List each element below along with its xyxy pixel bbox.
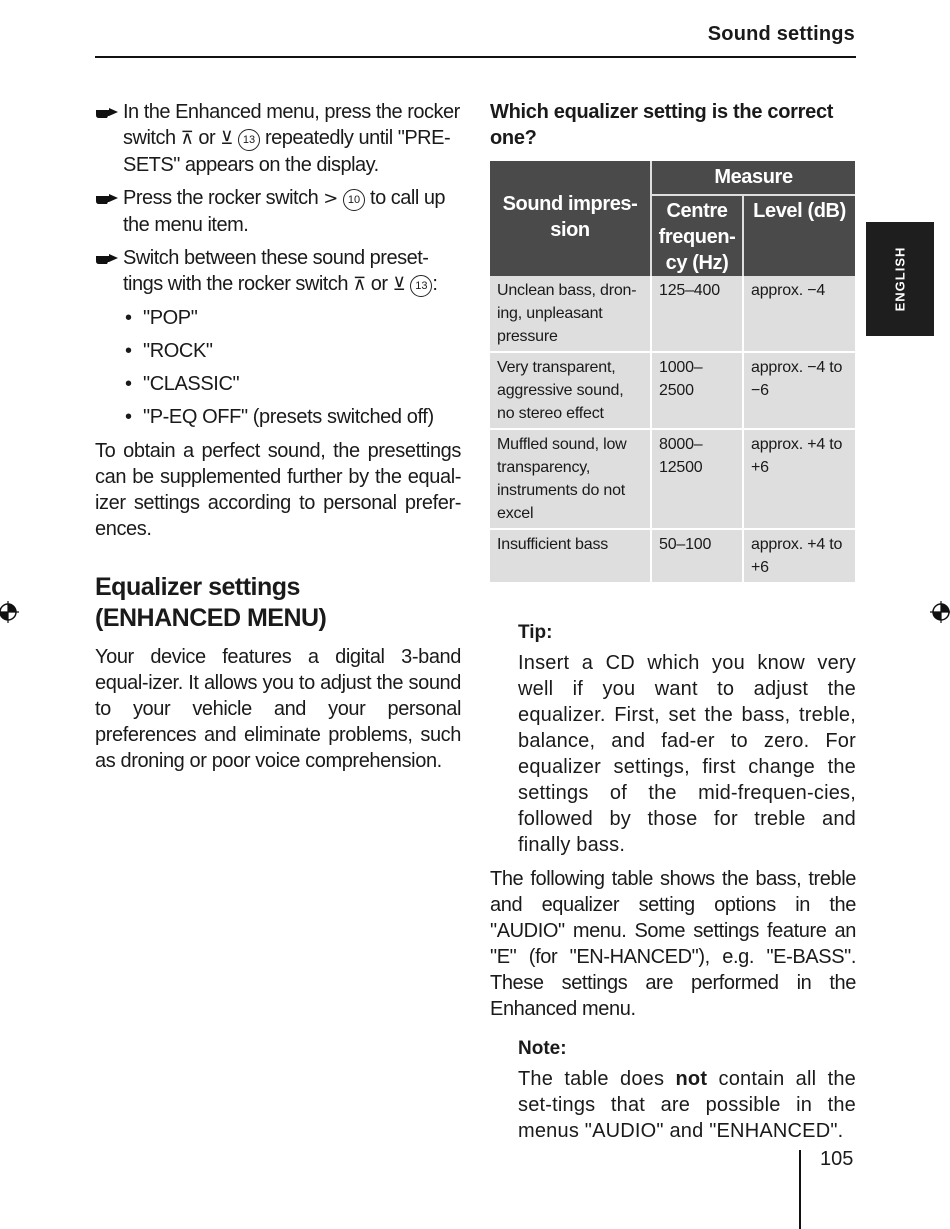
note-label: Note: <box>518 1038 567 1059</box>
presettings-paragraph: To obtain a perfect sound, the presettings can be supplemented further by the equal-izer settings according to personal prefer-ences. <box>95 440 461 540</box>
pointing-hand-icon <box>95 252 119 266</box>
note-text-bold: not <box>675 1068 708 1090</box>
cell-level: approx. +4 to +6 <box>743 529 855 583</box>
equalizer-table <box>490 161 855 584</box>
section-heading <box>95 572 461 634</box>
left-column <box>95 99 461 774</box>
registration-mark-right-icon <box>930 601 950 623</box>
table-row <box>490 352 855 429</box>
cell-level: approx. −4 to −6 <box>743 352 855 429</box>
header-rule <box>95 56 856 58</box>
step-1-text-a: In the Enhanced menu, press the rocker switch <box>123 101 460 149</box>
page-number-rule <box>799 1150 801 1229</box>
table-row <box>490 529 855 583</box>
language-tab <box>866 222 934 336</box>
header-measure: Measure <box>651 161 855 195</box>
cell-frequency: 8000–12500 <box>651 429 743 529</box>
step-3-text-d: : <box>432 273 438 295</box>
cell-frequency: 1000–2500 <box>651 352 743 429</box>
cell-frequency: 125–400 <box>651 276 743 352</box>
header-level: Level (dB) <box>743 195 855 276</box>
note-text-a: The table does <box>518 1068 676 1090</box>
cell-impression: Unclean bass, dron-ing, unpleasant pressure <box>490 276 651 352</box>
pointing-hand-icon <box>95 192 119 206</box>
right-column <box>490 99 856 1144</box>
language-tab-label: ENGLISH <box>892 246 908 312</box>
rocker-down-icon: ⊻ <box>392 274 406 295</box>
rocker-up-icon: ⊼ <box>180 128 194 149</box>
ref-number-13: 13 <box>410 275 432 297</box>
note-box <box>518 1036 856 1144</box>
header-centre-frequency: Centre frequen-cy (Hz) <box>651 195 743 276</box>
step-2-text-c: to call up the menu item. <box>123 187 446 236</box>
cell-level: approx. +4 to +6 <box>743 429 855 529</box>
ref-number-10: 10 <box>343 189 365 211</box>
preset-item: • "CLASSIC" <box>123 371 461 397</box>
ref-number-13: 13 <box>238 129 260 151</box>
page-number: 105 <box>820 1148 854 1170</box>
instruction-step-3 <box>95 245 461 298</box>
question-heading: Which equalizer setting is the correct one? <box>490 101 834 149</box>
preset-item: • "P-EQ OFF" (presets switched off) <box>123 404 461 430</box>
cell-level: approx. −4 <box>743 276 855 352</box>
following-table-paragraph: The following table shows the bass, treble and equalizer setting options in the "AUDIO" menu. Some settings feature an "E" (for "EN-HANCED"), e.g. "E-BASS". These settings are performed in the Enhanced menu. <box>490 868 856 1020</box>
tip-label: Tip: <box>518 622 553 643</box>
tip-text: Insert a CD which you know very well if you want to adjust the equalizer. First, set the bass, treble, balance, and fad-er to zero. For equalizer settings, first change the settings of the mid-frequen-cies, followed by those for treble and finally bass. <box>518 652 856 856</box>
rocker-up-icon: ⊼ <box>353 274 366 295</box>
header-sound-impression: Sound impres-sion <box>490 161 651 276</box>
preset-list <box>123 305 461 430</box>
section-heading-line-1: Equalizer settings <box>95 573 300 601</box>
cell-impression: Muffled sound, low transparency, instruments do not excel <box>490 429 651 529</box>
instruction-step-2 <box>95 185 461 238</box>
step-1-text-d: repeatedly until "PRE-SETS" appears on the display. <box>123 127 451 176</box>
equalizer-description: Your device features a digital 3-band equal-izer. It allows you to adjust the sound to your vehicle and your personal preferences and eliminate problems, such as droning or poor voice comprehension. <box>95 646 461 772</box>
cell-impression: Insufficient bass <box>490 529 651 583</box>
note-text-b: contain all the set-tings that are possible in the menus "AUDIO" and "ENHANCED". <box>518 1068 856 1142</box>
page-header-title: Sound settings <box>707 23 855 45</box>
table-row <box>490 429 855 529</box>
rocker-down-icon: ⊻ <box>220 128 233 149</box>
cell-frequency: 50–100 <box>651 529 743 583</box>
rocker-right-icon: > <box>323 188 338 209</box>
step-2-text-a: Press the rocker switch <box>123 187 324 209</box>
section-heading-line-2: (ENHANCED MENU) <box>95 604 327 632</box>
table-row <box>490 276 855 352</box>
cell-impression: Very transparent, aggressive sound, no stereo effect <box>490 352 651 429</box>
step-1-text-b: or <box>193 127 221 149</box>
preset-item: • "ROCK" <box>123 338 461 364</box>
pointing-hand-icon <box>95 106 119 120</box>
note-text <box>518 1066 856 1144</box>
tip-box <box>518 620 856 858</box>
registration-mark-left-icon <box>0 601 19 623</box>
step-3-text-a: Switch between these sound preset-tings with the rocker switch <box>123 247 429 295</box>
instruction-step-1 <box>95 99 461 178</box>
step-3-text-b: or <box>365 273 393 295</box>
preset-item: • "POP" <box>123 305 461 331</box>
